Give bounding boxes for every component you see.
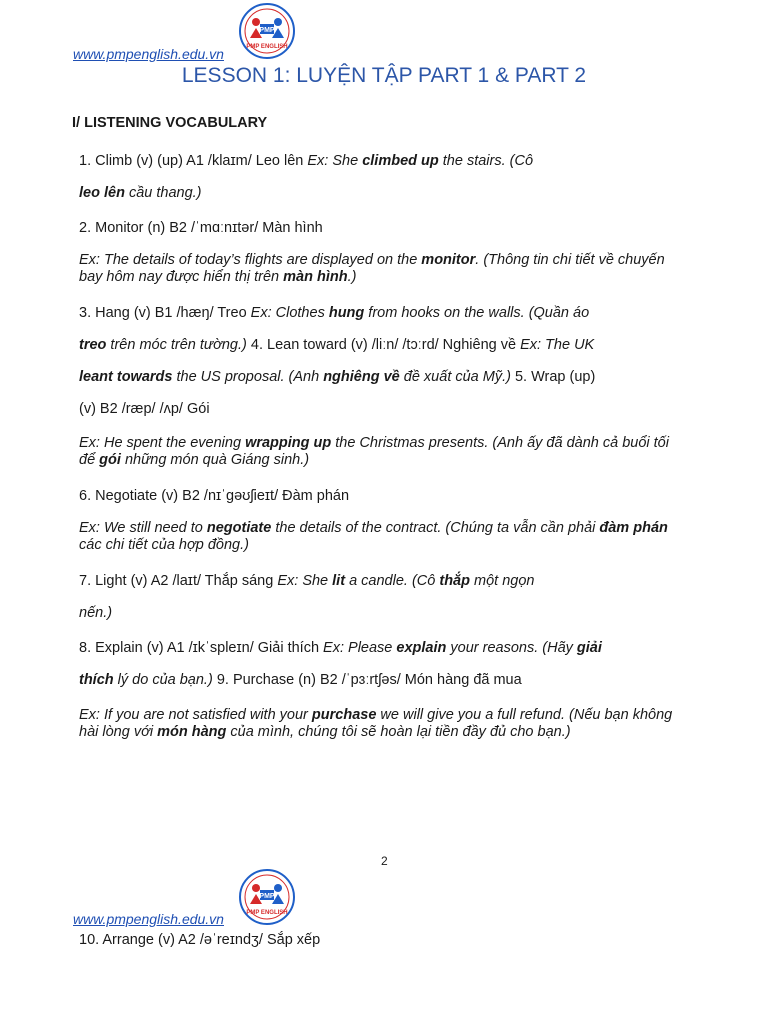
logo-text-2: PMP ENGLISH — [246, 910, 288, 916]
logo-text: PMP ENGLISH — [246, 44, 288, 50]
vocab-item-6-example: Ex: We still need to negotiate the details of the contract. (Chúng ta vẫn cần phải đàm phán các chi tiết của hợp đồng.) — [79, 520, 668, 553]
pmp-logo-next-page — [238, 868, 296, 926]
vocab-item-9: thích lý do của bạn.) 9. Purchase (n) B2 /ˈpɜːrtʃəs/ Món hàng đã mua — [79, 672, 522, 688]
vocab-item-3: 3. Hang (v) B1 /hæŋ/ Treo Ex: Clothes hung from hooks on the walls. (Quần áo — [79, 305, 590, 321]
logo-mark-text: PMP — [259, 27, 275, 34]
vocab-item-5: leant towards the US proposal. (Anh nghiêng về đề xuất của Mỹ.) 5. Wrap (up) — [79, 369, 596, 385]
vocab-item-7-translation: nến.) — [79, 605, 113, 621]
vocab-item-7: 7. Light (v) A2 /laɪt/ Thắp sáng Ex: She lit a candle. (Cô thắp một ngọn — [79, 573, 535, 589]
page-number: 2 — [381, 854, 388, 868]
vocab-item-2: 2. Monitor (n) B2 /ˈmɑːnɪtər/ Màn hình — [79, 220, 323, 236]
vocab-item-2-example: Ex: The details of today’s flights are displayed on the monitor. (Thông tin chi tiết về chuyến bay hôm nay được hiển thị trên màn hình.) — [79, 252, 665, 285]
vocab-item-8: 8. Explain (v) A1 /ɪkˈspleɪn/ Giải thích Ex: Please explain your reasons. (Hãy giải — [79, 640, 602, 656]
website-link-next-page[interactable]: www.pmpenglish.edu.vn — [73, 911, 224, 927]
logo-mark-text-2: PMP — [259, 893, 275, 900]
vocab-item-5-head: (v) B2 /ræp/ /ʌp/ Gói — [79, 401, 210, 417]
section-heading: I/ LISTENING VOCABULARY — [72, 115, 268, 131]
vocab-item-10: 10. Arrange (v) A2 /əˈreɪndʒ/ Sắp xếp — [79, 932, 321, 948]
vocab-item-1-translation: leo lên cầu thang.) — [79, 185, 202, 201]
vocab-item-4: treo trên móc trên tường.) 4. Lean toward (v) /liːn/ /tɔːrd/ Nghiêng về Ex: The UK — [79, 337, 595, 353]
pmp-logo — [238, 2, 296, 60]
vocab-item-1: 1. Climb (v) (up) A1 /klaɪm/ Leo lên Ex: She climbed up the stairs. (Cô — [79, 153, 534, 169]
page-title: LESSON 1: LUYỆN TẬP PART 1 & PART 2 — [181, 64, 587, 87]
vocab-item-9-example: Ex: If you are not satisfied with your purchase we will give you a full refund. (Nếu bạn không hài lòng với món hàng của mình, chúng tôi sẽ hoàn lại tiền đầy đủ cho bạn.) — [79, 707, 673, 740]
vocab-item-5-example: Ex: He spent the evening wrapping up the Christmas presents. (Anh ấy đã dành cả buổi tối để gói những món quà Giáng sinh.) — [79, 435, 669, 468]
vocab-item-6: 6. Negotiate (v) B2 /nɪˈɡəʊʃieɪt/ Đàm phán — [79, 488, 350, 504]
website-link[interactable]: www.pmpenglish.edu.vn — [73, 46, 224, 62]
